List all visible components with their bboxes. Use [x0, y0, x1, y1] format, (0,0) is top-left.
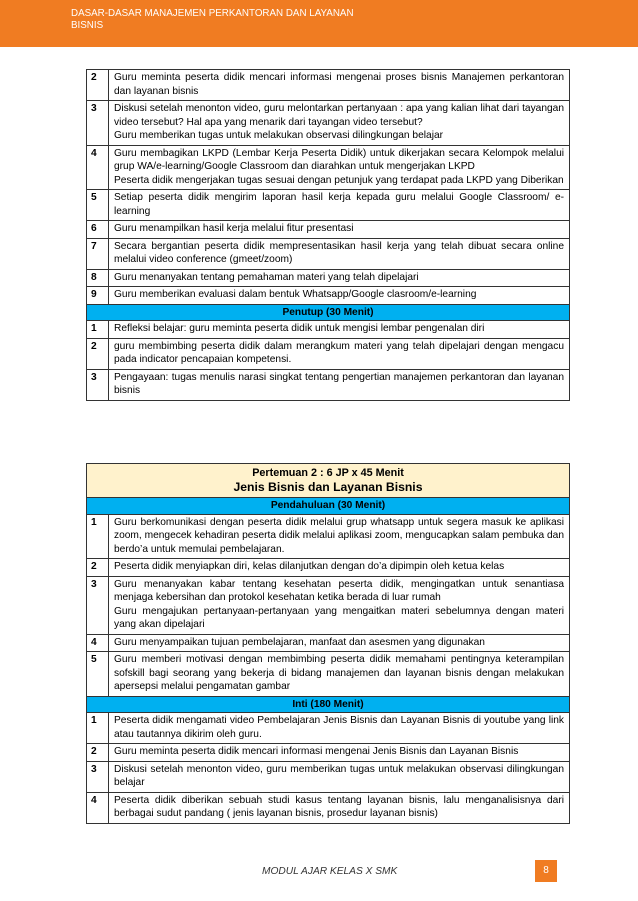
table-row	[87, 576, 570, 634]
table-row	[87, 238, 570, 269]
section-row-closing	[87, 304, 570, 321]
row-text	[109, 238, 570, 269]
row-number: 5	[87, 190, 109, 221]
activity-table-1	[86, 69, 570, 401]
header-title	[71, 8, 371, 32]
table-row	[87, 744, 570, 762]
section-row-intro	[87, 498, 570, 515]
table-row	[87, 221, 570, 239]
row-number: 6	[87, 221, 109, 239]
row-text-line: Peserta didik mengamati video Pembelajaran Jenis Bisnis dan Layanan Bisnis di youtube yang link atau tautannya dikirim oleh guru.	[114, 715, 564, 740]
row-number: 3	[87, 761, 109, 792]
row-text-line: Peserta didik mengerjakan tugas sesuai dengan petunjuk yang terdapat pada LKPD yang Diberikan	[114, 174, 564, 186]
section-heading-closing: Penutup (30 Menit)	[87, 304, 570, 321]
row-text-line: Guru mengajukan pertanyaan-pertanyaan yang mengaitkan materi sebelumnya dengan materi yang akan dipelajari	[114, 605, 564, 630]
table-row	[87, 514, 570, 559]
activity-table-2	[86, 463, 570, 824]
table-row	[87, 321, 570, 339]
row-text-line: Diskusi setelah menonton video, guru melontarkan pertanyaan : apa yang kalian lihat dari tayangan video tersebut? Hal apa yang menarik dari tayangan video tersebut?	[114, 103, 564, 128]
table-row	[87, 269, 570, 287]
row-text-line: Guru menanyakan kabar tentang kesehatan peserta didik, mengingatkan untuk senantiasa menjaga kebersihan dan protokol kesehatan ketika berada di luar rumah	[114, 578, 564, 603]
row-text	[109, 269, 570, 287]
table-row	[87, 190, 570, 221]
table-row	[87, 792, 570, 823]
row-number: 3	[87, 369, 109, 400]
section-heading-intro: Pendahuluan (30 Menit)	[87, 498, 570, 515]
table-row	[87, 559, 570, 577]
header-title-line1: DASAR-DASAR MANAJEMEN PERKANTORAN DAN LAYANAN	[71, 8, 354, 19]
table-row	[87, 713, 570, 744]
row-text	[109, 190, 570, 221]
row-text-line: Refleksi belajar: guru meminta peserta didik untuk mengisi lembar pengenalan diri	[114, 323, 485, 334]
row-number: 1	[87, 713, 109, 744]
row-text-line: Guru meminta peserta didik mencari informasi mengenai Jenis Bisnis dan Layanan Bisnis	[114, 746, 519, 757]
row-text	[109, 576, 570, 634]
header-title-line2: BISNIS	[71, 20, 104, 31]
row-text	[109, 70, 570, 101]
page-number: 8	[535, 860, 557, 882]
row-text	[109, 761, 570, 792]
row-number: 3	[87, 576, 109, 634]
row-text-line: Guru memberikan tugas untuk melakukan observasi dilingkungan belajar	[114, 130, 444, 141]
row-number: 8	[87, 269, 109, 287]
table-row	[87, 761, 570, 792]
meeting-header-row	[87, 464, 570, 498]
row-text-line: Secara bergantian peserta didik mempresentasikan hasil kerja yang telah dibuat secara online melalui video conference (gmeet/zoom)	[114, 240, 564, 265]
meeting-header	[87, 464, 570, 498]
table-row	[87, 145, 570, 190]
row-number: 7	[87, 238, 109, 269]
row-number: 1	[87, 321, 109, 339]
table-row	[87, 369, 570, 400]
row-text-line: Guru membagikan LKPD (Lembar Kerja Peserta Didik) untuk dikerjakan secara Kelompok melalui grup WA/e-learning/Google Classroom dan diarahkan untuk mengerjakan LKPD	[114, 147, 564, 172]
row-text-line: Guru menampilkan hasil kerja melalui fitur presentasi	[114, 223, 354, 234]
row-text	[109, 369, 570, 400]
table-row	[87, 101, 570, 146]
row-text	[109, 145, 570, 190]
meeting-title: Pertemuan 2 : 6 JP x 45 Menit	[252, 467, 404, 479]
row-text-line: Guru meminta peserta didik mencari informasi mengenai proses bisnis Manajemen perkantoran dan layanan bisnis	[114, 72, 564, 97]
row-text	[109, 101, 570, 146]
row-number: 2	[87, 70, 109, 101]
row-text	[109, 221, 570, 239]
row-text-line: Pengayaan: tugas menulis narasi singkat tentang pengertian manajemen perkantoran dan layanan bisnis	[114, 371, 564, 396]
row-text	[109, 652, 570, 697]
row-text-line: Guru berkomunikasi dengan peserta didik melalui grup whatsapp untuk segera masuk ke aplikasi zoom, mengecek kehadiran peserta didik melalui aplikasi zoom, mengucapkan salam pembuka dan berdo’a untuk memulai pembelajaran.	[114, 516, 564, 555]
row-text	[109, 744, 570, 762]
section-heading-core: Inti (180 Menit)	[87, 696, 570, 713]
section-row-core	[87, 696, 570, 713]
row-text-line: Guru memberi motivasi dengan membimbing peserta didik memahami pentingnya keterampilan sofskill bagi seorang yang bekerja di bidang manajemen dan layanan bisnis dengan melakukan apersepsi melalui pengamatan gambar	[114, 654, 564, 692]
table-row	[87, 338, 570, 369]
row-number: 4	[87, 634, 109, 652]
row-number: 5	[87, 652, 109, 697]
row-number: 2	[87, 338, 109, 369]
row-text	[109, 559, 570, 577]
row-text-line: Guru menyampaikan tujuan pembelajaran, manfaat dan asesmen yang digunakan	[114, 636, 485, 648]
row-number: 2	[87, 744, 109, 762]
row-text	[109, 514, 570, 559]
table-row	[87, 287, 570, 305]
row-text	[109, 338, 570, 369]
row-number: 9	[87, 287, 109, 305]
row-text-line: Setiap peserta didik mengirim laporan hasil kerja kepada guru melalui Google Classroom/ e-learning	[114, 192, 564, 217]
row-text-line: guru membimbing peserta didik dalam merangkum materi yang telah dipelajari dengan mengacu pada indicator pencapaian kompetensi.	[114, 340, 564, 365]
row-text	[109, 287, 570, 305]
row-text-line: Guru memberikan evaluasi dalam bentuk Whatsapp/Google clasroom/e-learning	[114, 289, 477, 300]
row-number: 4	[87, 792, 109, 823]
topic-title: Jenis Bisnis dan Layanan Bisnis	[233, 480, 423, 494]
row-number: 3	[87, 101, 109, 146]
table-row	[87, 634, 570, 652]
row-text	[109, 713, 570, 744]
row-text	[109, 792, 570, 823]
row-text-line: Diskusi setelah menonton video, guru memberikan tugas untuk melakukan observasi dilingkungan belajar	[114, 763, 564, 788]
table-row	[87, 70, 570, 101]
footer-label: MODUL AJAR KELAS X SMK	[262, 866, 398, 877]
row-number: 1	[87, 514, 109, 559]
row-number: 4	[87, 145, 109, 190]
row-text	[109, 321, 570, 339]
row-number: 2	[87, 559, 109, 577]
row-text	[109, 634, 570, 652]
row-text-line: Guru menanyakan tentang pemahaman materi yang telah dipelajari	[114, 271, 419, 283]
row-text-line: Peserta didik diberikan sebuah studi kasus tentang layanan bisnis, lalu menganalisisnya dari berbagai sudut pandang ( jenis layanan bisnis, prosedur layanan bisnis)	[114, 794, 564, 819]
row-text-line: Peserta didik menyiapkan diri, kelas dilanjutkan dengan do’a dipimpin oleh ketua kelas	[114, 561, 505, 572]
table-row	[87, 652, 570, 697]
